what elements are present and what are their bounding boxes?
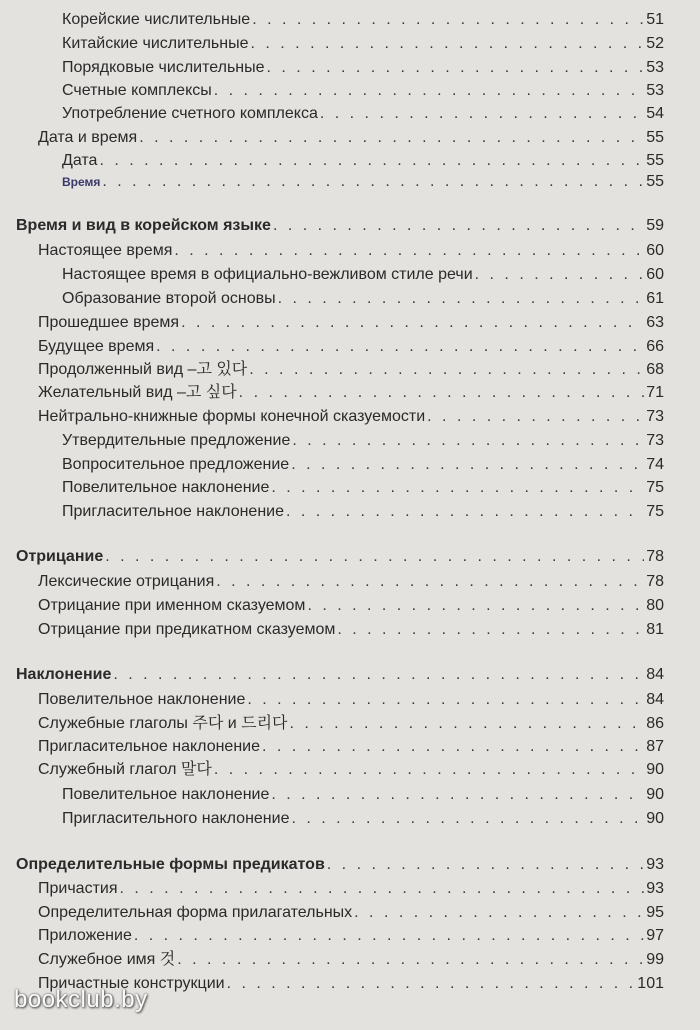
toc-entry-title: Китайские числительные [62, 35, 249, 52]
toc-entry-title: Повелительное наклонение [62, 786, 270, 803]
toc-entry [38, 903, 664, 923]
toc-entry-page: 53 [646, 82, 664, 99]
toc-entry [62, 34, 664, 54]
toc-entry [62, 809, 664, 829]
toc-leader-dots [239, 383, 645, 403]
toc-leader-dots [271, 785, 644, 805]
toc-leader-dots [156, 337, 644, 357]
toc-entry [38, 241, 664, 261]
toc-entry-title: Служебное имя 것 [38, 951, 176, 968]
toc-entry-page: 60 [646, 266, 664, 283]
toc-entry-title: Дата и время [38, 129, 138, 146]
toc-entry [62, 478, 664, 498]
toc-leader-dots [427, 407, 644, 427]
toc-leader-dots [181, 313, 644, 333]
toc-leader-dots [216, 572, 644, 592]
toc-entry-page: 84 [646, 666, 664, 683]
toc-entry-title: Определительные формы предикатов [16, 856, 325, 873]
toc-entry-page: 84 [646, 691, 664, 708]
toc-leader-dots [214, 81, 644, 101]
toc-leader-dots [327, 855, 644, 875]
toc-leader-dots [99, 151, 644, 171]
toc-entry [38, 572, 664, 592]
toc-entry [38, 690, 664, 710]
toc-entry-title: Настоящее время [38, 242, 173, 259]
toc-leader-dots [267, 58, 645, 78]
toc-leader-dots [113, 665, 644, 685]
toc-leader-dots [291, 455, 644, 475]
toc-leader-dots [291, 809, 644, 829]
toc-entry-page: 87 [646, 738, 664, 755]
toc-entry [62, 81, 664, 101]
toc-leader-dots [102, 172, 644, 192]
toc-entry [38, 620, 664, 640]
toc-entry [38, 926, 664, 946]
toc-entry-page: 97 [646, 927, 664, 944]
toc-entry [38, 950, 664, 970]
toc-leader-dots [354, 903, 644, 923]
toc-entry-page: 66 [646, 338, 664, 355]
toc-entry-page: 81 [646, 621, 664, 638]
toc-leader-dots [337, 620, 644, 640]
toc-entry [62, 289, 664, 309]
toc-entry-page: 80 [646, 597, 664, 614]
toc-leader-dots [262, 737, 644, 757]
toc-entry [38, 596, 664, 616]
toc-entry [62, 172, 664, 192]
toc-entry [38, 383, 664, 403]
toc-leader-dots [271, 478, 644, 498]
toc-entry-page: 99 [646, 951, 664, 968]
toc-entry-title: Дата [62, 152, 98, 169]
toc-entry [38, 737, 664, 757]
toc-entry-title: Отрицание при именном сказуемом [38, 597, 306, 614]
toc-entry-page: 90 [646, 810, 664, 827]
toc-entry [38, 128, 664, 148]
toc-leader-dots [273, 216, 644, 236]
toc-entry-title: Определительная форма прилагательных [38, 904, 353, 921]
toc-entry-title: Наклонение [16, 666, 112, 683]
toc-leader-dots [214, 760, 644, 780]
toc-entry-title: Лексические отрицания [38, 573, 215, 590]
toc-entry-page: 53 [646, 59, 664, 76]
watermark: bookclub.by [14, 986, 148, 1013]
toc-entry-page: 86 [646, 715, 664, 732]
toc-entry-title: Употребление счетного комплекса [62, 105, 318, 122]
toc-entry-page: 60 [646, 242, 664, 259]
toc-entry-page: 55 [646, 152, 664, 169]
toc-entry-title: Корейские числительные [62, 11, 251, 28]
toc-entry-page: 63 [646, 314, 664, 331]
toc-entry-page: 78 [646, 548, 664, 565]
toc-leader-dots [227, 974, 636, 994]
toc-entry-title: Служебные глаголы 주다 и 드리다 [38, 715, 288, 732]
toc-leader-dots [177, 950, 644, 970]
toc-entry-title: Причастные конструкции [38, 975, 225, 992]
toc-entry [38, 714, 664, 734]
toc-entry-page: 68 [646, 361, 664, 378]
toc-entry [62, 151, 664, 171]
toc-entry [62, 10, 664, 30]
toc-entry-page: 74 [646, 456, 664, 473]
toc-entry [62, 58, 664, 78]
toc-leader-dots [320, 104, 644, 124]
toc-entry-title: Утвердительные предложение [62, 432, 291, 449]
toc-entry [38, 760, 664, 780]
toc-leader-dots [286, 502, 644, 522]
toc-entry-page: 51 [646, 11, 664, 28]
toc-leader-dots [307, 596, 644, 616]
toc-leader-dots [105, 547, 644, 567]
toc-leader-dots [251, 34, 645, 54]
toc-entry-title: Нейтрально-книжные формы конечной сказуемости [38, 408, 426, 425]
toc-entry-page: 93 [646, 856, 664, 873]
toc-entry-page: 52 [646, 35, 664, 52]
toc-entry-title: Время [62, 175, 101, 189]
toc-entry-page: 54 [646, 105, 664, 122]
toc-entry-title: Пригласительное наклонение [62, 503, 284, 520]
toc-entry-page: 61 [646, 290, 664, 307]
toc-entry-title: Настоящее время в официально-вежливом стиле речи [62, 266, 473, 283]
toc-leader-dots [252, 10, 644, 30]
toc-entry-title: Пригласительного наклонение [62, 810, 290, 827]
toc-entry-title: Повелительное наклонение [38, 691, 246, 708]
toc-entry-page: 90 [646, 786, 664, 803]
toc-leader-dots [139, 128, 644, 148]
toc-section-heading [16, 855, 664, 875]
toc-entry-page: 78 [646, 573, 664, 590]
toc-entry-page: 71 [646, 384, 664, 401]
toc-entry-page: 73 [646, 408, 664, 425]
toc-section-heading [16, 216, 664, 236]
toc-entry-title: Желательный вид –고 싶다 [38, 384, 237, 401]
toc-entry [62, 431, 664, 451]
toc-entry-title: Счетные комплексы [62, 82, 212, 99]
toc-entry-page: 73 [646, 432, 664, 449]
toc-entry [38, 360, 664, 380]
toc-entry [62, 265, 664, 285]
toc-entry-page: 75 [646, 479, 664, 496]
toc-leader-dots [475, 265, 645, 285]
toc-entry-title: Время и вид в корейском языке [16, 217, 271, 234]
toc-entry [38, 407, 664, 427]
toc-leader-dots [292, 431, 644, 451]
toc-entry-page: 90 [646, 761, 664, 778]
toc-leader-dots [278, 289, 645, 309]
toc-entry-page: 59 [646, 217, 664, 234]
toc-entry-page: 75 [646, 503, 664, 520]
toc-entry [62, 785, 664, 805]
toc-entry [62, 455, 664, 475]
toc-entry-title: Будущее время [38, 338, 155, 355]
toc-entry-page: 55 [646, 129, 664, 146]
toc-entry-title: Прошедшее время [38, 314, 180, 331]
toc-entry-title: Порядковые числительные [62, 59, 265, 76]
toc-entry [38, 879, 664, 899]
toc-leader-dots [174, 241, 644, 261]
toc-entry-page: 101 [637, 975, 664, 992]
toc-entry-page: 93 [646, 880, 664, 897]
toc-entry-title: Служебный глагол 말다 [38, 761, 212, 778]
toc-leader-dots [249, 360, 644, 380]
toc-entry [38, 313, 664, 333]
toc-entry-title: Вопросительное предложение [62, 456, 290, 473]
toc-leader-dots [289, 714, 644, 734]
toc-entry [62, 502, 664, 522]
toc-entry [38, 337, 664, 357]
toc-leader-dots [120, 879, 645, 899]
toc-entry-title: Отрицание при предикатном сказуемом [38, 621, 336, 638]
toc-entry-title: Продолженный вид –고 있다 [38, 361, 248, 378]
toc-entry-title: Пригласительное наклонение [38, 738, 260, 755]
toc-entry-title: Образование второй основы [62, 290, 276, 307]
toc-leader-dots [134, 926, 644, 946]
toc-section-heading [16, 665, 664, 685]
toc-section-heading [16, 547, 664, 567]
toc-entry-title: Приложение [38, 927, 132, 944]
toc-leader-dots [247, 690, 644, 710]
toc-entry-title: Причастия [38, 880, 118, 897]
toc-entry-title: Повелительное наклонение [62, 479, 270, 496]
toc-entry-title: Отрицание [16, 548, 104, 565]
toc-entry-page: 55 [646, 173, 664, 190]
toc-entry [62, 104, 664, 124]
toc-entry-page: 95 [646, 904, 664, 921]
